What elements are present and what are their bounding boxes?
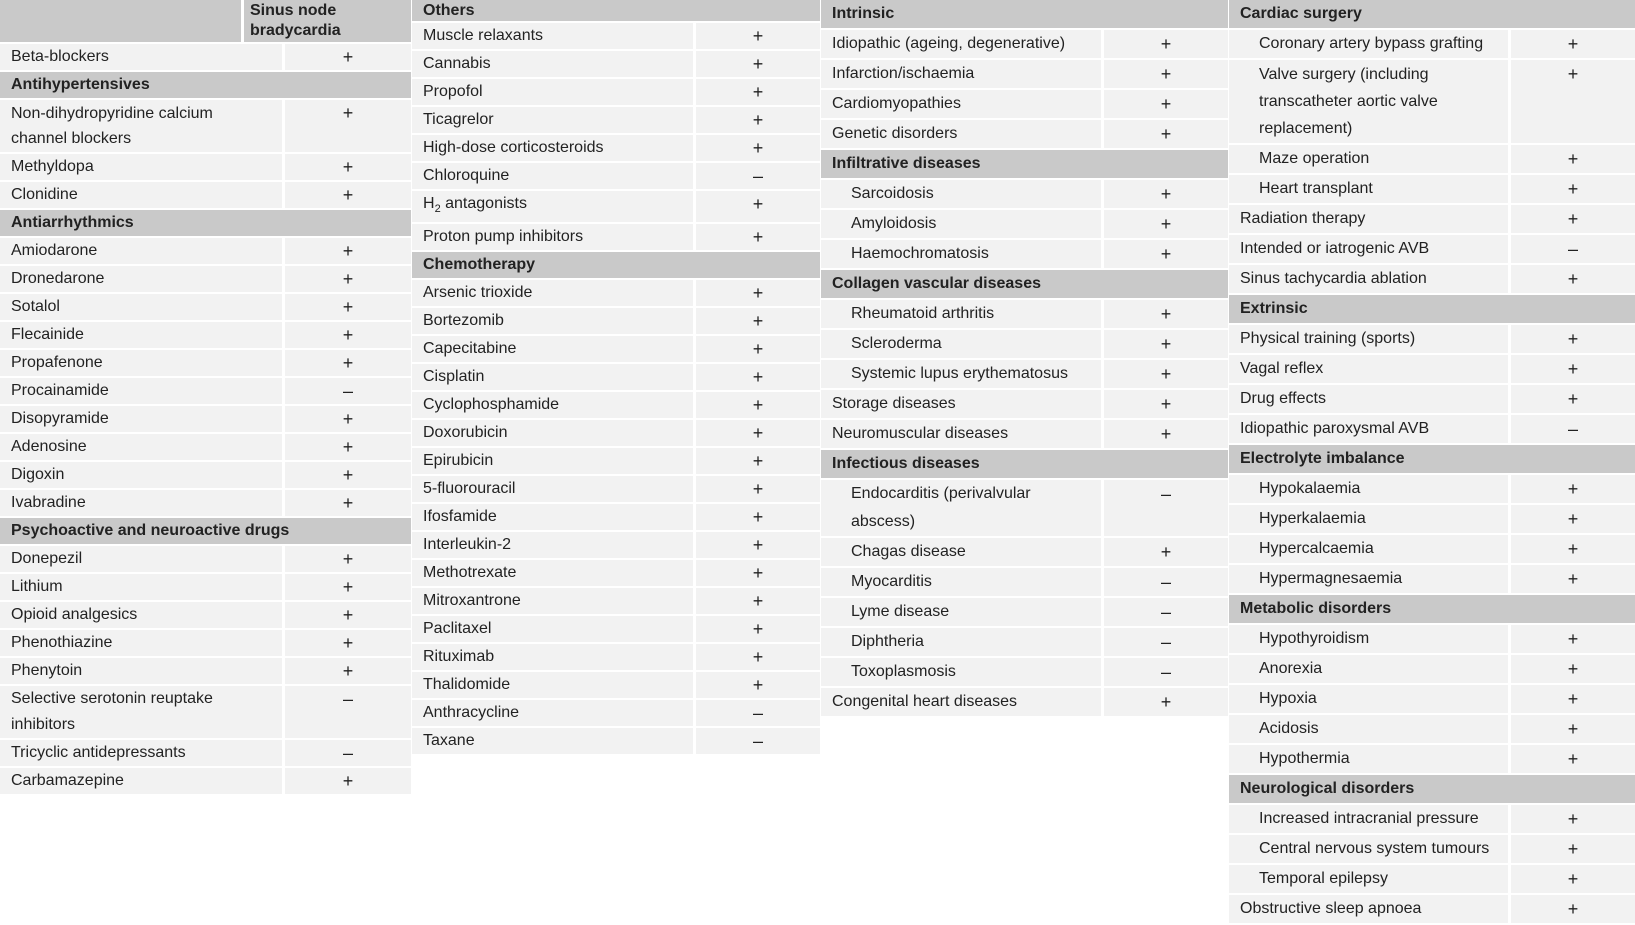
- row-mark: +: [696, 588, 820, 614]
- table-row: [0, 434, 411, 460]
- table-row: [412, 392, 820, 418]
- section-header: Collagen vascular diseases: [821, 270, 1228, 298]
- row-mark: –: [1104, 628, 1228, 656]
- row-label: Lithium: [0, 574, 282, 600]
- row-label: Maze operation: [1229, 145, 1508, 173]
- row-mark: –: [1104, 658, 1228, 686]
- row-mark: –: [1104, 480, 1228, 536]
- row-label: Obstructive sleep apnoea: [1229, 895, 1508, 923]
- column-4-sections: [1229, 0, 1635, 923]
- row-mark: +: [285, 44, 411, 70]
- row-label: Haemochromatosis: [821, 240, 1101, 268]
- row-label: Opioid analgesics: [0, 602, 282, 628]
- section-header: Electrolyte imbalance: [1229, 445, 1635, 473]
- column-4: [1229, 0, 1635, 925]
- table-row: [0, 154, 411, 180]
- row-mark: +: [285, 546, 411, 572]
- row-label: Taxane: [412, 728, 693, 754]
- table-row: [412, 280, 820, 306]
- row-mark: +: [1511, 385, 1635, 413]
- row-label: Toxoplasmosis: [821, 658, 1101, 686]
- table-row: [1229, 60, 1635, 143]
- table-row: [0, 294, 411, 320]
- section-header: Others: [412, 0, 820, 21]
- row-mark: +: [696, 280, 820, 306]
- row-label: Amiodarone: [0, 238, 282, 264]
- row-mark: +: [1511, 805, 1635, 833]
- row-mark: +: [1511, 685, 1635, 713]
- row-mark: –: [285, 378, 411, 404]
- row-label: Methyldopa: [0, 154, 282, 180]
- row-label: Central nervous system tumours: [1229, 835, 1508, 863]
- table-row: [821, 300, 1228, 328]
- row-mark: –: [1104, 598, 1228, 626]
- table-row: [0, 100, 411, 152]
- table-row: [412, 336, 820, 362]
- table-row: [1229, 565, 1635, 593]
- table-row: [412, 672, 820, 698]
- table-row: [412, 23, 820, 49]
- row-label: Beta-blockers: [0, 44, 282, 70]
- row-label: Ticagrelor: [412, 107, 693, 133]
- row-label: Thalidomide: [412, 672, 693, 698]
- table-row: [412, 191, 820, 222]
- row-mark: –: [1511, 415, 1635, 443]
- table-row: [1229, 415, 1635, 443]
- row-mark: +: [1511, 655, 1635, 683]
- row-label: Ivabradine: [0, 490, 282, 516]
- row-label: Doxorubicin: [412, 420, 693, 446]
- row-label: Idiopathic (ageing, degenerative): [821, 30, 1101, 58]
- table-row: [412, 51, 820, 77]
- row-label: Hypokalaemia: [1229, 475, 1508, 503]
- row-mark: +: [696, 79, 820, 105]
- table-row: [412, 728, 820, 754]
- section-header: Metabolic disorders: [1229, 595, 1635, 623]
- row-mark: +: [1104, 180, 1228, 208]
- table-row: [0, 740, 411, 766]
- row-label: Hypermagnesaemia: [1229, 565, 1508, 593]
- table-row: [821, 480, 1228, 536]
- row-label: Paclitaxel: [412, 616, 693, 642]
- table-row: [821, 420, 1228, 448]
- table-row: [0, 686, 411, 738]
- row-label: Non-dihydropyridine calcium channel blockers: [0, 100, 282, 152]
- section-header: Infiltrative diseases: [821, 150, 1228, 178]
- table-row: [0, 490, 411, 516]
- row-mark: +: [285, 434, 411, 460]
- table-row: [1229, 325, 1635, 353]
- table-row: [1229, 805, 1635, 833]
- row-label: Endocarditis (perivalvular abscess): [821, 480, 1101, 536]
- table-row: [1229, 265, 1635, 293]
- column-1: [0, 0, 411, 796]
- row-mark: +: [1104, 90, 1228, 118]
- row-label: 5-fluorouracil: [412, 476, 693, 502]
- column-header: [0, 0, 411, 42]
- table-row: [1229, 895, 1635, 923]
- row-label: Interleukin-2: [412, 532, 693, 558]
- table-row: [821, 360, 1228, 388]
- table-row: [821, 688, 1228, 716]
- row-label: Cisplatin: [412, 364, 693, 390]
- row-label: Carbamazepine: [0, 768, 282, 794]
- row-mark: +: [696, 532, 820, 558]
- row-mark: –: [696, 163, 820, 189]
- row-mark: +: [285, 100, 411, 152]
- row-mark: +: [696, 191, 820, 222]
- row-mark: +: [285, 294, 411, 320]
- row-label: Mitroxantrone: [412, 588, 693, 614]
- row-mark: +: [285, 154, 411, 180]
- row-mark: +: [1511, 30, 1635, 58]
- table-row: [0, 658, 411, 684]
- row-mark: +: [1511, 60, 1635, 143]
- row-mark: +: [1511, 355, 1635, 383]
- row-label: Arsenic trioxide: [412, 280, 693, 306]
- table-row: [0, 546, 411, 572]
- row-label: Idiopathic paroxysmal AVB: [1229, 415, 1508, 443]
- row-mark: +: [696, 51, 820, 77]
- row-mark: +: [1511, 895, 1635, 923]
- row-label: Myocarditis: [821, 568, 1101, 596]
- row-mark: +: [696, 616, 820, 642]
- table-row: [412, 364, 820, 390]
- row-mark: +: [1104, 210, 1228, 238]
- row-label: Propofol: [412, 79, 693, 105]
- table-row: [0, 266, 411, 292]
- table-row: [821, 568, 1228, 596]
- row-label: Lyme disease: [821, 598, 1101, 626]
- row-label: Sinus tachycardia ablation: [1229, 265, 1508, 293]
- table-row: [0, 378, 411, 404]
- row-label: Sotalol: [0, 294, 282, 320]
- table-row: [821, 658, 1228, 686]
- row-label: Increased intracranial pressure: [1229, 805, 1508, 833]
- table-row: [0, 322, 411, 348]
- table-row: [821, 60, 1228, 88]
- row-label: Diphtheria: [821, 628, 1101, 656]
- row-mark: +: [696, 336, 820, 362]
- row-mark: +: [1511, 835, 1635, 863]
- row-mark: +: [1104, 30, 1228, 58]
- row-mark: +: [1104, 60, 1228, 88]
- column-header-blank: [0, 0, 241, 42]
- table-row: [0, 574, 411, 600]
- row-label: Congenital heart diseases: [821, 688, 1101, 716]
- row-label: Anthracycline: [412, 700, 693, 726]
- table-row: [412, 532, 820, 558]
- section-header: Antiarrhythmics: [0, 210, 411, 236]
- table-row: [1229, 385, 1635, 413]
- table-row: [1229, 475, 1635, 503]
- row-mark: +: [1104, 688, 1228, 716]
- table-row: [412, 135, 820, 161]
- table-row: [1229, 505, 1635, 533]
- row-label: Donepezil: [0, 546, 282, 572]
- row-label: Intended or iatrogenic AVB: [1229, 235, 1508, 263]
- row-mark: +: [285, 768, 411, 794]
- row-label: Physical training (sports): [1229, 325, 1508, 353]
- row-label: Muscle relaxants: [412, 23, 693, 49]
- row-label: Cannabis: [412, 51, 693, 77]
- row-mark: +: [696, 644, 820, 670]
- row-label: Temporal epilepsy: [1229, 865, 1508, 893]
- row-mark: +: [696, 504, 820, 530]
- table-row: [821, 120, 1228, 148]
- table-row: [821, 90, 1228, 118]
- row-mark: +: [285, 490, 411, 516]
- section-header: Neurological disorders: [1229, 775, 1635, 803]
- row-label: Epirubicin: [412, 448, 693, 474]
- row-label-subscript: 2: [434, 203, 441, 216]
- row-mark: +: [696, 135, 820, 161]
- row-label: High-dose corticosteroids: [412, 135, 693, 161]
- table-row: [1229, 685, 1635, 713]
- table-row: [1229, 715, 1635, 743]
- row-label: Neuromuscular diseases: [821, 420, 1101, 448]
- row-label: Hypothermia: [1229, 745, 1508, 773]
- table-row: [1229, 535, 1635, 563]
- column-1-sections: [0, 44, 411, 794]
- row-mark: +: [1104, 120, 1228, 148]
- row-label: Propafenone: [0, 350, 282, 376]
- row-label: Bortezomib: [412, 308, 693, 334]
- table-row: [0, 602, 411, 628]
- table-row: [821, 240, 1228, 268]
- row-label: Genetic disorders: [821, 120, 1101, 148]
- row-mark: –: [1511, 235, 1635, 263]
- row-mark: +: [696, 364, 820, 390]
- row-mark: +: [285, 322, 411, 348]
- table-row: [412, 504, 820, 530]
- row-mark: +: [1104, 360, 1228, 388]
- row-label: Scleroderma: [821, 330, 1101, 358]
- row-label: Hypoxia: [1229, 685, 1508, 713]
- row-label: Vagal reflex: [1229, 355, 1508, 383]
- row-label: Proton pump inhibitors: [412, 224, 693, 250]
- table-row: [1229, 835, 1635, 863]
- row-mark: +: [1104, 420, 1228, 448]
- column-3: [821, 0, 1228, 718]
- row-label: Phenytoin: [0, 658, 282, 684]
- section-header: Extrinsic: [1229, 295, 1635, 323]
- row-mark: +: [285, 462, 411, 488]
- table-row: [412, 616, 820, 642]
- row-mark: +: [1511, 865, 1635, 893]
- column-3-sections: [821, 0, 1228, 716]
- table-row: [0, 238, 411, 264]
- table-row: [412, 163, 820, 189]
- row-label: Selective serotonin reuptake inhibitors: [0, 686, 282, 738]
- row-label: Radiation therapy: [1229, 205, 1508, 233]
- row-mark: +: [1511, 715, 1635, 743]
- row-label: Chagas disease: [821, 538, 1101, 566]
- row-label: Digoxin: [0, 462, 282, 488]
- row-mark: +: [1511, 625, 1635, 653]
- row-label: Amyloidosis: [821, 210, 1101, 238]
- table-row: [412, 420, 820, 446]
- column-2-sections: [412, 0, 820, 754]
- row-mark: +: [696, 420, 820, 446]
- row-label: Chloroquine: [412, 163, 693, 189]
- table-row: [412, 644, 820, 670]
- row-mark: +: [696, 224, 820, 250]
- table-row: [821, 30, 1228, 58]
- section-header: Intrinsic: [821, 0, 1228, 28]
- row-mark: +: [1511, 145, 1635, 173]
- row-mark: +: [1511, 565, 1635, 593]
- row-mark: +: [696, 448, 820, 474]
- row-mark: +: [285, 182, 411, 208]
- row-mark: +: [285, 602, 411, 628]
- row-mark: +: [1104, 538, 1228, 566]
- row-label: Storage diseases: [821, 390, 1101, 418]
- row-mark: +: [1511, 535, 1635, 563]
- row-mark: +: [285, 238, 411, 264]
- table-row: [1229, 175, 1635, 203]
- row-mark: +: [696, 107, 820, 133]
- table-row: [1229, 625, 1635, 653]
- row-mark: +: [1511, 505, 1635, 533]
- table-row: [412, 560, 820, 586]
- row-label: Clonidine: [0, 182, 282, 208]
- row-label: Hypothyroidism: [1229, 625, 1508, 653]
- row-label: Sarcoidosis: [821, 180, 1101, 208]
- table-row: [0, 462, 411, 488]
- section-header: Psychoactive and neuroactive drugs: [0, 518, 411, 544]
- row-label: Systemic lupus erythematosus: [821, 360, 1101, 388]
- row-mark: +: [285, 350, 411, 376]
- row-label: Valve surgery (including transcatheter aortic valve replacement): [1229, 60, 1508, 143]
- row-label-rest: antagonists: [440, 195, 527, 212]
- row-label: Capecitabine: [412, 336, 693, 362]
- row-mark: +: [1511, 265, 1635, 293]
- row-label: Cardiomyopathies: [821, 90, 1101, 118]
- table-row: [412, 476, 820, 502]
- column-header-title: Sinus node bradycardia: [244, 0, 411, 42]
- table-row: [821, 538, 1228, 566]
- row-mark: +: [285, 574, 411, 600]
- row-mark: +: [1511, 745, 1635, 773]
- table-row: [0, 182, 411, 208]
- table-row: [0, 406, 411, 432]
- row-mark: –: [1104, 568, 1228, 596]
- row-mark: +: [1511, 205, 1635, 233]
- row-mark: +: [1104, 390, 1228, 418]
- row-mark: +: [696, 392, 820, 418]
- table-row: [1229, 30, 1635, 58]
- row-label: Ifosfamide: [412, 504, 693, 530]
- row-label: Procainamide: [0, 378, 282, 404]
- table-row: [821, 210, 1228, 238]
- table-row: [821, 330, 1228, 358]
- row-label: Acidosis: [1229, 715, 1508, 743]
- table-row: [412, 107, 820, 133]
- table-row: [821, 598, 1228, 626]
- table-row: [1229, 205, 1635, 233]
- row-label: Tricyclic antidepressants: [0, 740, 282, 766]
- table-row: [412, 308, 820, 334]
- table-row: [412, 224, 820, 250]
- row-label: Adenosine: [0, 434, 282, 460]
- row-label: Disopyramide: [0, 406, 282, 432]
- row-label: Rituximab: [412, 644, 693, 670]
- row-label: Rheumatoid arthritis: [821, 300, 1101, 328]
- row-label: Methotrexate: [412, 560, 693, 586]
- table-row: [0, 768, 411, 794]
- row-label: Hypercalcaemia: [1229, 535, 1508, 563]
- table-row: [821, 628, 1228, 656]
- row-mark: +: [1104, 240, 1228, 268]
- table-row: [821, 390, 1228, 418]
- section-header: Infectious diseases: [821, 450, 1228, 478]
- row-mark: +: [285, 658, 411, 684]
- row-mark: –: [696, 700, 820, 726]
- row-mark: +: [696, 308, 820, 334]
- row-label: Dronedarone: [0, 266, 282, 292]
- table-row: [412, 588, 820, 614]
- table-row: [412, 79, 820, 105]
- section-header: Antihypertensives: [0, 72, 411, 98]
- row-mark: +: [696, 476, 820, 502]
- row-mark: –: [285, 740, 411, 766]
- table-row: [1229, 355, 1635, 383]
- row-mark: +: [696, 23, 820, 49]
- table-row: [0, 630, 411, 656]
- row-label: Phenothiazine: [0, 630, 282, 656]
- row-label: Anorexia: [1229, 655, 1508, 683]
- row-mark: +: [285, 266, 411, 292]
- row-label: Heart transplant: [1229, 175, 1508, 203]
- row-label: [412, 191, 693, 222]
- row-label: Drug effects: [1229, 385, 1508, 413]
- row-label: Coronary artery bypass grafting: [1229, 30, 1508, 58]
- row-label: Flecainide: [0, 322, 282, 348]
- table-row: [412, 448, 820, 474]
- row-mark: +: [1511, 325, 1635, 353]
- row-mark: +: [1104, 300, 1228, 328]
- table-row: [1229, 145, 1635, 173]
- row-label-text: H: [423, 195, 435, 212]
- row-mark: +: [285, 630, 411, 656]
- section-header: Cardiac surgery: [1229, 0, 1635, 28]
- row-mark: +: [1511, 175, 1635, 203]
- row-mark: +: [696, 672, 820, 698]
- table-row: [0, 44, 411, 70]
- table-row: [1229, 865, 1635, 893]
- row-label: Hyperkalaemia: [1229, 505, 1508, 533]
- row-mark: –: [285, 686, 411, 738]
- table-row: [1229, 745, 1635, 773]
- table-row: [1229, 235, 1635, 263]
- column-2: [412, 0, 820, 756]
- row-mark: +: [696, 560, 820, 586]
- row-mark: +: [1104, 330, 1228, 358]
- section-header: Chemotherapy: [412, 252, 820, 278]
- row-mark: +: [285, 406, 411, 432]
- row-label: Infarction/ischaemia: [821, 60, 1101, 88]
- row-mark: –: [696, 728, 820, 754]
- row-label: Cyclophosphamide: [412, 392, 693, 418]
- table-row: [821, 180, 1228, 208]
- table-row: [1229, 655, 1635, 683]
- table-row: [0, 350, 411, 376]
- table-row: [412, 700, 820, 726]
- row-mark: +: [1511, 475, 1635, 503]
